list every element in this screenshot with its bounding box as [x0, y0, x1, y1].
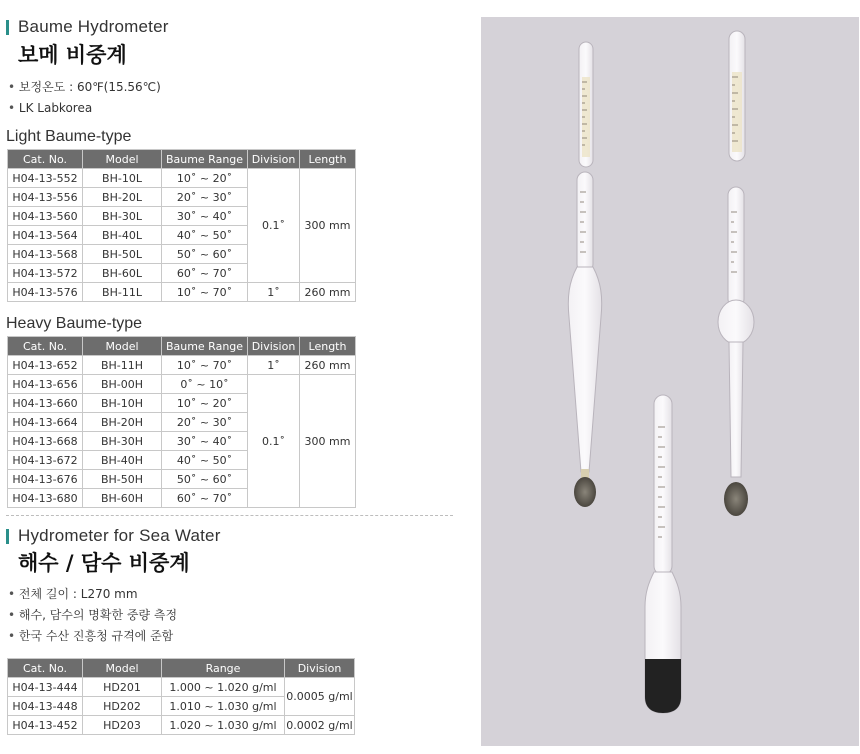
light-table-title: Light Baume-type — [6, 128, 132, 145]
col-header: Model — [83, 659, 162, 678]
col-header: Division — [248, 150, 300, 169]
bullet-item: • 해수, 담수의 명확한 중량 측정 — [8, 605, 177, 626]
cell-range: 20˚ ~ 30˚ — [162, 413, 248, 432]
col-header: Cat. No. — [8, 150, 83, 169]
cell-length: 300 mm — [300, 375, 356, 508]
cell-cat-no: H04-13-556 — [8, 188, 83, 207]
cell-model: BH-40H — [83, 451, 162, 470]
col-header: Division — [285, 659, 355, 678]
section-title-en: Hydrometer for Sea Water — [18, 526, 221, 545]
cell-cat-no: H04-13-660 — [8, 394, 83, 413]
cell-cat-no: H04-13-672 — [8, 451, 83, 470]
light-baume-table — [7, 149, 356, 302]
col-header: Baume Range — [162, 150, 248, 169]
cell-cat-no: H04-13-560 — [8, 207, 83, 226]
bullet-list — [8, 77, 161, 119]
col-header: Division — [248, 337, 300, 356]
section-heading-sea-water — [6, 526, 221, 546]
cell-cat-no: H04-13-576 — [8, 283, 83, 302]
accent-bar — [6, 529, 9, 544]
table-header-row — [8, 150, 356, 169]
bullet-item: • 보정온도 : 60℉(15.56℃) — [8, 77, 161, 98]
col-header: Range — [162, 659, 285, 678]
cell-model: BH-10L — [83, 169, 162, 188]
cell-range: 50˚ ~ 60˚ — [162, 470, 248, 489]
cell-cat-no: H04-13-676 — [8, 470, 83, 489]
cell-range: 30˚ ~ 40˚ — [162, 432, 248, 451]
table-row — [8, 678, 355, 697]
col-header: Length — [300, 337, 356, 356]
cell-range: 40˚ ~ 50˚ — [162, 451, 248, 470]
cell-range: 1.020 ~ 1.030 g/ml — [162, 716, 285, 735]
cell-cat-no: H04-13-564 — [8, 226, 83, 245]
cell-model: BH-11L — [83, 283, 162, 302]
cell-model: BH-11H — [83, 356, 162, 375]
cell-model: BH-00H — [83, 375, 162, 394]
cell-model: BH-50H — [83, 470, 162, 489]
col-header: Length — [300, 150, 356, 169]
hydrometer-sea-water — [645, 395, 681, 713]
cell-division: 0.0005 g/ml — [285, 678, 355, 716]
cell-cat-no: H04-13-568 — [8, 245, 83, 264]
cell-length: 260 mm — [300, 356, 356, 375]
cell-cat-no: H04-13-448 — [8, 697, 83, 716]
cell-model: BH-20H — [83, 413, 162, 432]
cell-model: BH-60L — [83, 264, 162, 283]
cell-division: 0.0002 g/ml — [285, 716, 355, 735]
col-header: Cat. No. — [8, 337, 83, 356]
hydrometer-light-baume — [568, 172, 601, 507]
cell-model: BH-10H — [83, 394, 162, 413]
hydrometer-tube-top-left — [579, 42, 593, 167]
cell-model: HD202 — [83, 697, 162, 716]
section-title-ko: 해수 / 담수 비중계 — [18, 551, 190, 575]
table-row — [8, 169, 356, 188]
cell-cat-no: H04-13-572 — [8, 264, 83, 283]
cell-model: HD203 — [83, 716, 162, 735]
section-title-en: Baume Hydrometer — [18, 17, 169, 36]
table-row — [8, 716, 355, 735]
cell-cat-no: H04-13-680 — [8, 489, 83, 508]
table-row — [8, 356, 356, 375]
cell-range: 10˚ ~ 20˚ — [162, 394, 248, 413]
hydrometer-heavy-baume — [718, 187, 754, 516]
cell-model: BH-50L — [83, 245, 162, 264]
section-heading-baume — [6, 17, 169, 37]
cell-model: BH-30H — [83, 432, 162, 451]
cell-range: 10˚ ~ 20˚ — [162, 169, 248, 188]
cell-cat-no: H04-13-656 — [8, 375, 83, 394]
table-row — [8, 375, 356, 394]
sea-water-table — [7, 658, 355, 735]
cell-cat-no: H04-13-452 — [8, 716, 83, 735]
cell-range: 1.010 ~ 1.030 g/ml — [162, 697, 285, 716]
cell-division: 1˚ — [248, 356, 300, 375]
hydrometer-tube-top-right — [729, 31, 745, 161]
bullet-list — [8, 584, 177, 647]
cell-cat-no: H04-13-652 — [8, 356, 83, 375]
cell-cat-no: H04-13-664 — [8, 413, 83, 432]
product-photo — [481, 17, 859, 746]
section-divider — [6, 515, 453, 516]
cell-range: 0˚ ~ 10˚ — [162, 375, 248, 394]
cell-model: BH-60H — [83, 489, 162, 508]
cell-length: 300 mm — [300, 169, 356, 283]
table-header-row — [8, 659, 355, 678]
cell-division: 0.1˚ — [248, 375, 300, 508]
table-header-row — [8, 337, 356, 356]
cell-model: HD201 — [83, 678, 162, 697]
cell-model: BH-30L — [83, 207, 162, 226]
col-header: Model — [83, 337, 162, 356]
cell-range: 30˚ ~ 40˚ — [162, 207, 248, 226]
heavy-baume-table — [7, 336, 356, 508]
col-header: Model — [83, 150, 162, 169]
cell-range: 50˚ ~ 60˚ — [162, 245, 248, 264]
hydrometer-illustration — [481, 17, 859, 746]
cell-model: BH-20L — [83, 188, 162, 207]
section-title-ko: 보메 비중계 — [18, 43, 127, 67]
cell-range: 40˚ ~ 50˚ — [162, 226, 248, 245]
cell-range: 60˚ ~ 70˚ — [162, 264, 248, 283]
bullet-item: • 전체 길이 : L270 mm — [8, 584, 177, 605]
cell-range: 60˚ ~ 70˚ — [162, 489, 248, 508]
cell-length: 260 mm — [300, 283, 356, 302]
col-header: Baume Range — [162, 337, 248, 356]
cell-division: 1˚ — [248, 283, 300, 302]
cell-cat-no: H04-13-552 — [8, 169, 83, 188]
bullet-item: • LK Labkorea — [8, 98, 161, 119]
accent-bar — [6, 20, 9, 35]
cell-model: BH-40L — [83, 226, 162, 245]
col-header: Cat. No. — [8, 659, 83, 678]
cell-division: 0.1˚ — [248, 169, 300, 283]
heavy-table-title: Heavy Baume-type — [6, 315, 143, 332]
cell-cat-no: H04-13-444 — [8, 678, 83, 697]
cell-range: 1.000 ~ 1.020 g/ml — [162, 678, 285, 697]
cell-range: 20˚ ~ 30˚ — [162, 188, 248, 207]
cell-cat-no: H04-13-668 — [8, 432, 83, 451]
cell-range: 10˚ ~ 70˚ — [162, 356, 248, 375]
bullet-item: • 한국 수산 진흥청 규격에 준함 — [8, 626, 177, 647]
cell-range: 10˚ ~ 70˚ — [162, 283, 248, 302]
table-row — [8, 283, 356, 302]
